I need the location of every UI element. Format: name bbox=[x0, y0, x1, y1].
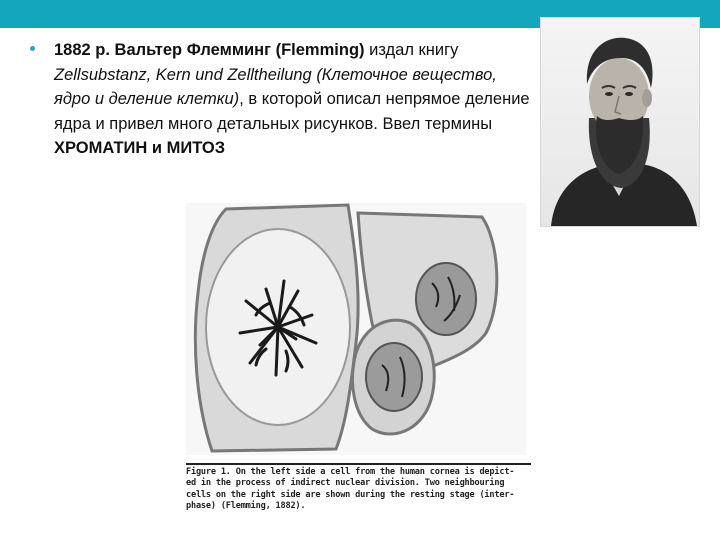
text-part-description: , в которой описал непрямое деление ядра и привел много детальных рисунков. Ввел термины bbox=[54, 90, 530, 133]
text-part-book-title: Zellsubstanz, Kern und Zelltheilung (Клеточное вещество, ядро и деление клетки) bbox=[54, 65, 497, 108]
bullet-dot bbox=[30, 46, 35, 51]
text-part-terms: ХРОМАТИН и МИТОЗ bbox=[54, 139, 226, 157]
caption-line: Figure 1. On the left side a cell from the human cornea is depict- bbox=[186, 467, 515, 477]
text-part-published: издал книгу bbox=[369, 41, 459, 59]
caption-line: phase) (Flemming, 1882). bbox=[186, 501, 306, 512]
figure-caption bbox=[186, 463, 531, 513]
caption-line: ed in the process of indirect nuclear division. Two neighbouring bbox=[186, 478, 505, 489]
caption-rule bbox=[186, 463, 531, 465]
cell-division-figure bbox=[186, 203, 526, 455]
flemming-portrait bbox=[540, 17, 700, 227]
caption-line: cells on the right side are shown during the resting stage (inter- bbox=[186, 489, 515, 500]
bullet-text bbox=[54, 38, 534, 161]
text-part-name: 1882 р. Вальтер Флемминг (Flemming) bbox=[54, 41, 370, 59]
